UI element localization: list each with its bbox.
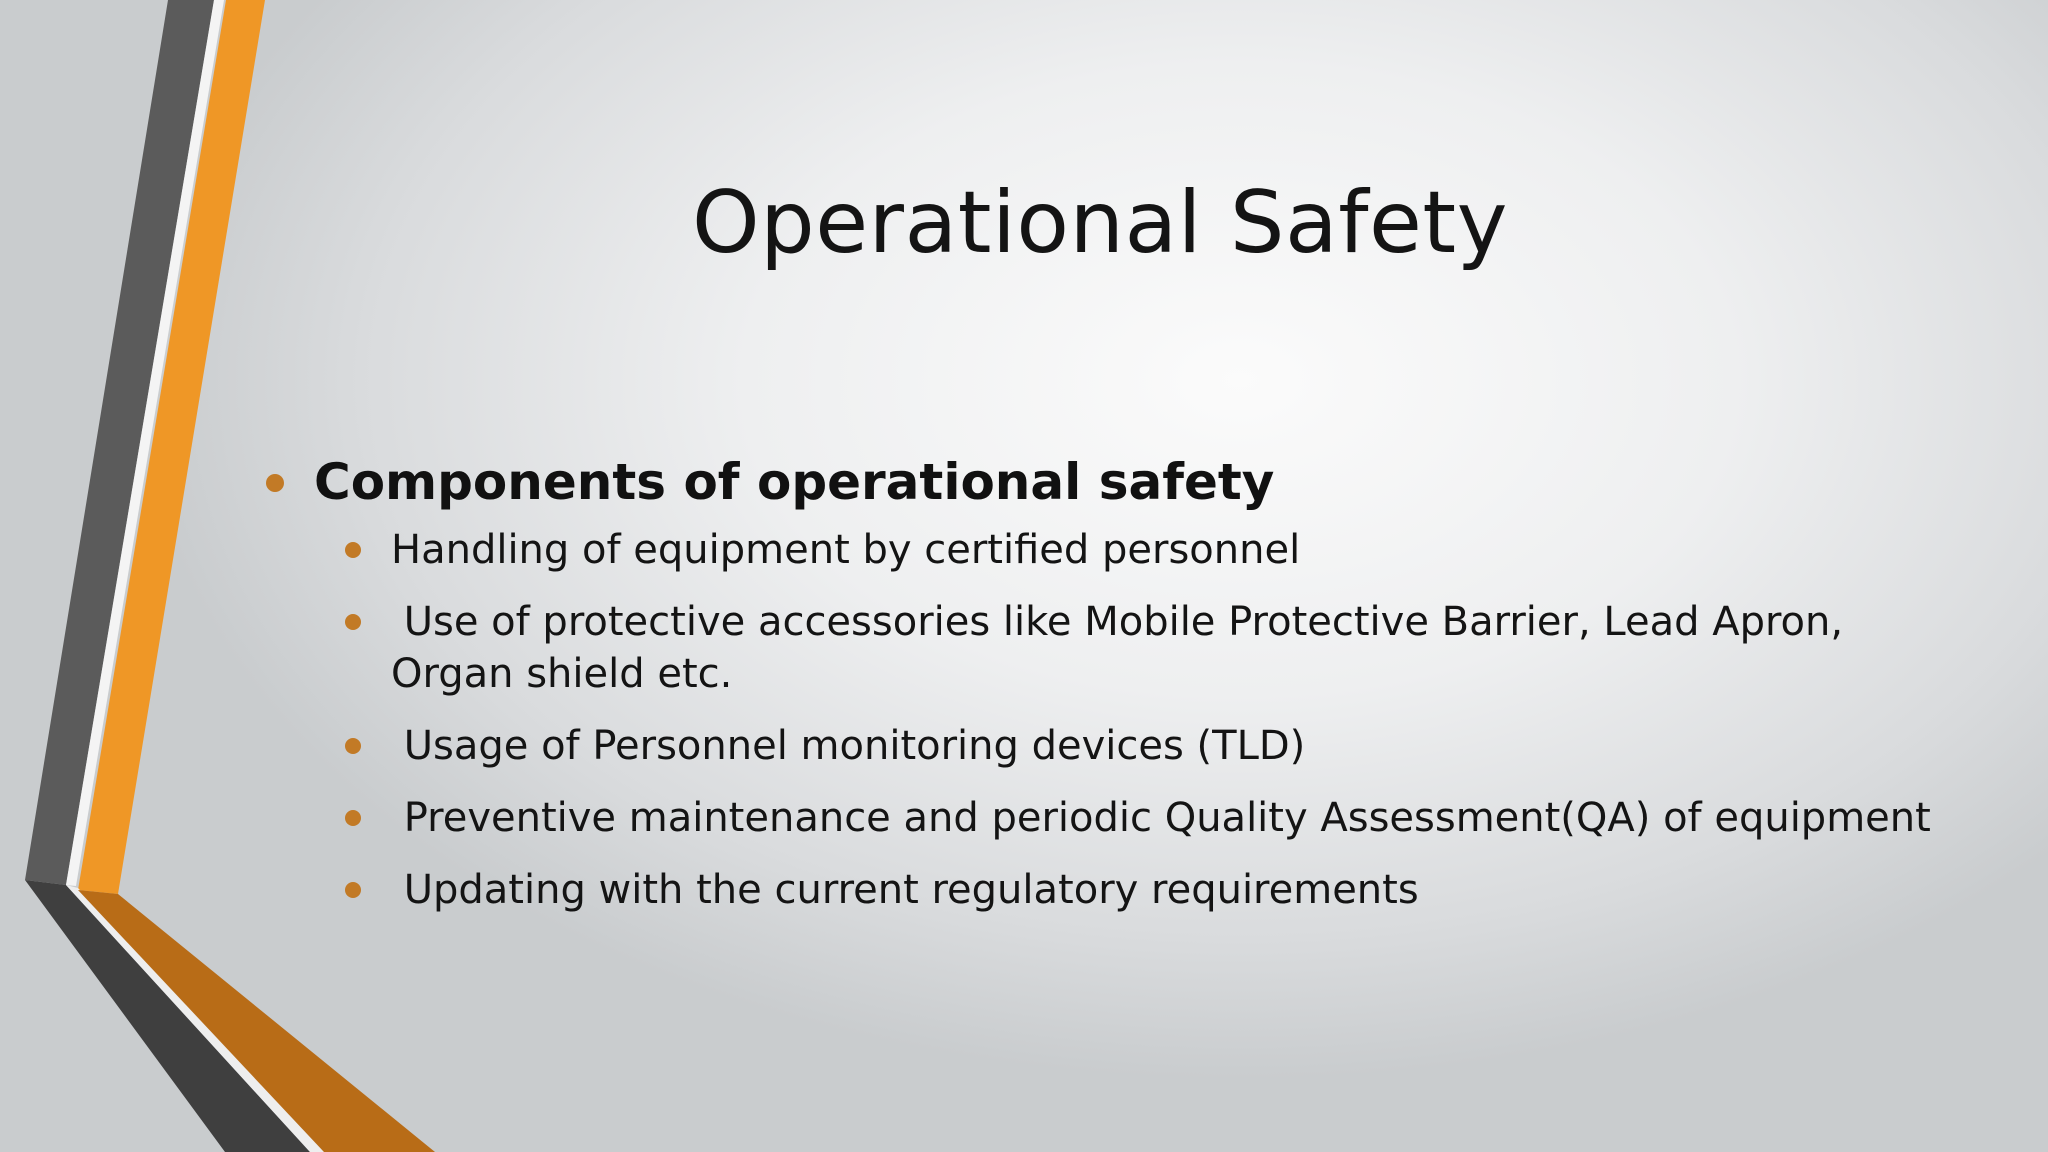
list-item: [339, 720, 1962, 772]
bullet-dot-icon: [345, 882, 361, 898]
list-item-text: Usage of Personnel monitoring devices (TLD): [391, 723, 1306, 769]
list-item-text: Use of protective accessories like Mobile Protective Barrier, Lead Apron, Organ shield etc.: [391, 599, 1856, 697]
slide-title: Operational Safety: [691, 173, 1508, 273]
bullet-list: [262, 448, 1962, 936]
bullet-dot-icon: [266, 474, 284, 492]
bullet-dot-icon: [345, 614, 361, 630]
list-item: [339, 524, 1962, 576]
list-item: [339, 864, 1962, 916]
list-item: [339, 596, 1962, 700]
list-item-text: Handling of equipment by certified personnel: [391, 527, 1301, 573]
list-item-text: Updating with the current regulatory requirements: [391, 867, 1419, 913]
heading-text: Components of operational safety: [314, 453, 1275, 511]
bullet-dot-icon: [345, 542, 361, 558]
bullet-heading: [262, 448, 1962, 516]
sub-bullet-list: [262, 524, 1962, 916]
bullet-dot-icon: [345, 810, 361, 826]
sub-list-container: [262, 524, 1962, 916]
bullet-dot-icon: [345, 738, 361, 754]
white-separator: [66, 0, 224, 886]
list-item-text: Preventive maintenance and periodic Quality Assessment(QA) of equipment: [391, 795, 1931, 841]
list-item: [339, 792, 1962, 844]
